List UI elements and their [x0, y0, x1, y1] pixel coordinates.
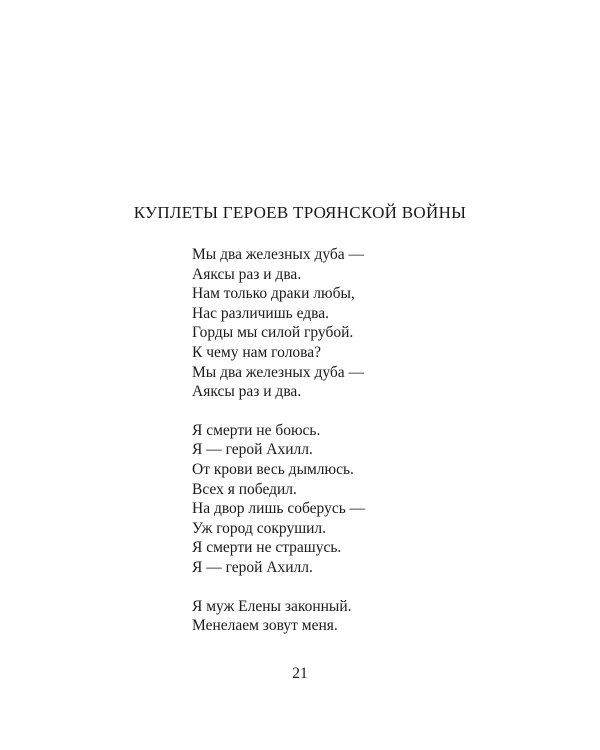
- poem-line: От крови весь дымлюсь.: [192, 460, 354, 478]
- poem-line: Мы два железных дуба —: [192, 363, 365, 381]
- stanza-3: [192, 597, 532, 636]
- stanza-2: [192, 421, 532, 578]
- poem-body: [192, 245, 532, 655]
- poem-title: КУПЛЕТЫ ГЕРОЕВ ТРОЯНСКОЙ ВОЙНЫ: [133, 203, 467, 222]
- poem-line: Менелаем зовут меня.: [192, 617, 338, 635]
- poem-line: Мы два железных дуба —: [192, 246, 365, 263]
- poem-line: Всех я победил.: [192, 480, 297, 498]
- poem-line: Горды мы силой грубой.: [192, 324, 354, 342]
- poem-line: Аяксы раз и два.: [192, 383, 302, 401]
- poem-line: Нас различишь едва.: [192, 304, 330, 322]
- poem-line: К чему нам голова?: [192, 343, 322, 361]
- poem-line: Я — герой Ахилл.: [192, 558, 313, 576]
- poem-line: Я муж Елены законный.: [192, 597, 352, 615]
- poem-line: Я смерти не страшусь.: [192, 539, 342, 557]
- poem-line: Я смерти не боюсь.: [192, 421, 321, 439]
- poem-line: Нам только драки любы,: [192, 285, 355, 303]
- poem-line: На двор лишь соберусь —: [192, 500, 366, 518]
- poem-line: Я — герой Ахилл.: [192, 441, 313, 459]
- poem-line: Аяксы раз и два.: [192, 265, 302, 283]
- stanza-1: [192, 245, 532, 402]
- poem-line: Уж город сокрушил.: [192, 519, 327, 537]
- page-number: 21: [292, 665, 308, 682]
